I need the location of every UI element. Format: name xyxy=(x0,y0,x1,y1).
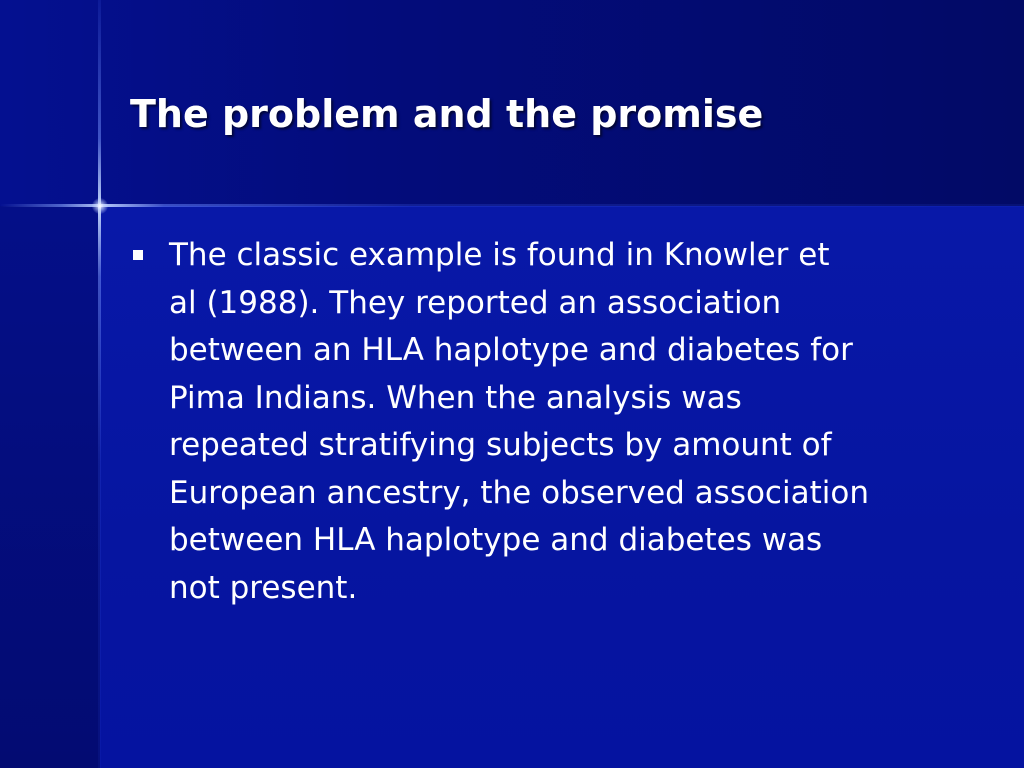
square-bullet-icon xyxy=(133,250,143,260)
left-band xyxy=(0,206,100,768)
vertical-divider-line xyxy=(98,0,101,768)
bullet-item xyxy=(130,232,960,612)
bullet-text: The classic example is found in Knowler et al (1988). They reported an association between an HLA haplotype and diabetes for Pima Indians. When the analysis was repeated stratifying subjects by amount of European ancestry, the observed association between HLA haplotype and diabetes was not present. xyxy=(169,237,869,606)
horizontal-divider-line xyxy=(0,204,1024,207)
sparkle-icon xyxy=(92,198,108,214)
slide-title: The problem and the promise xyxy=(130,92,764,136)
